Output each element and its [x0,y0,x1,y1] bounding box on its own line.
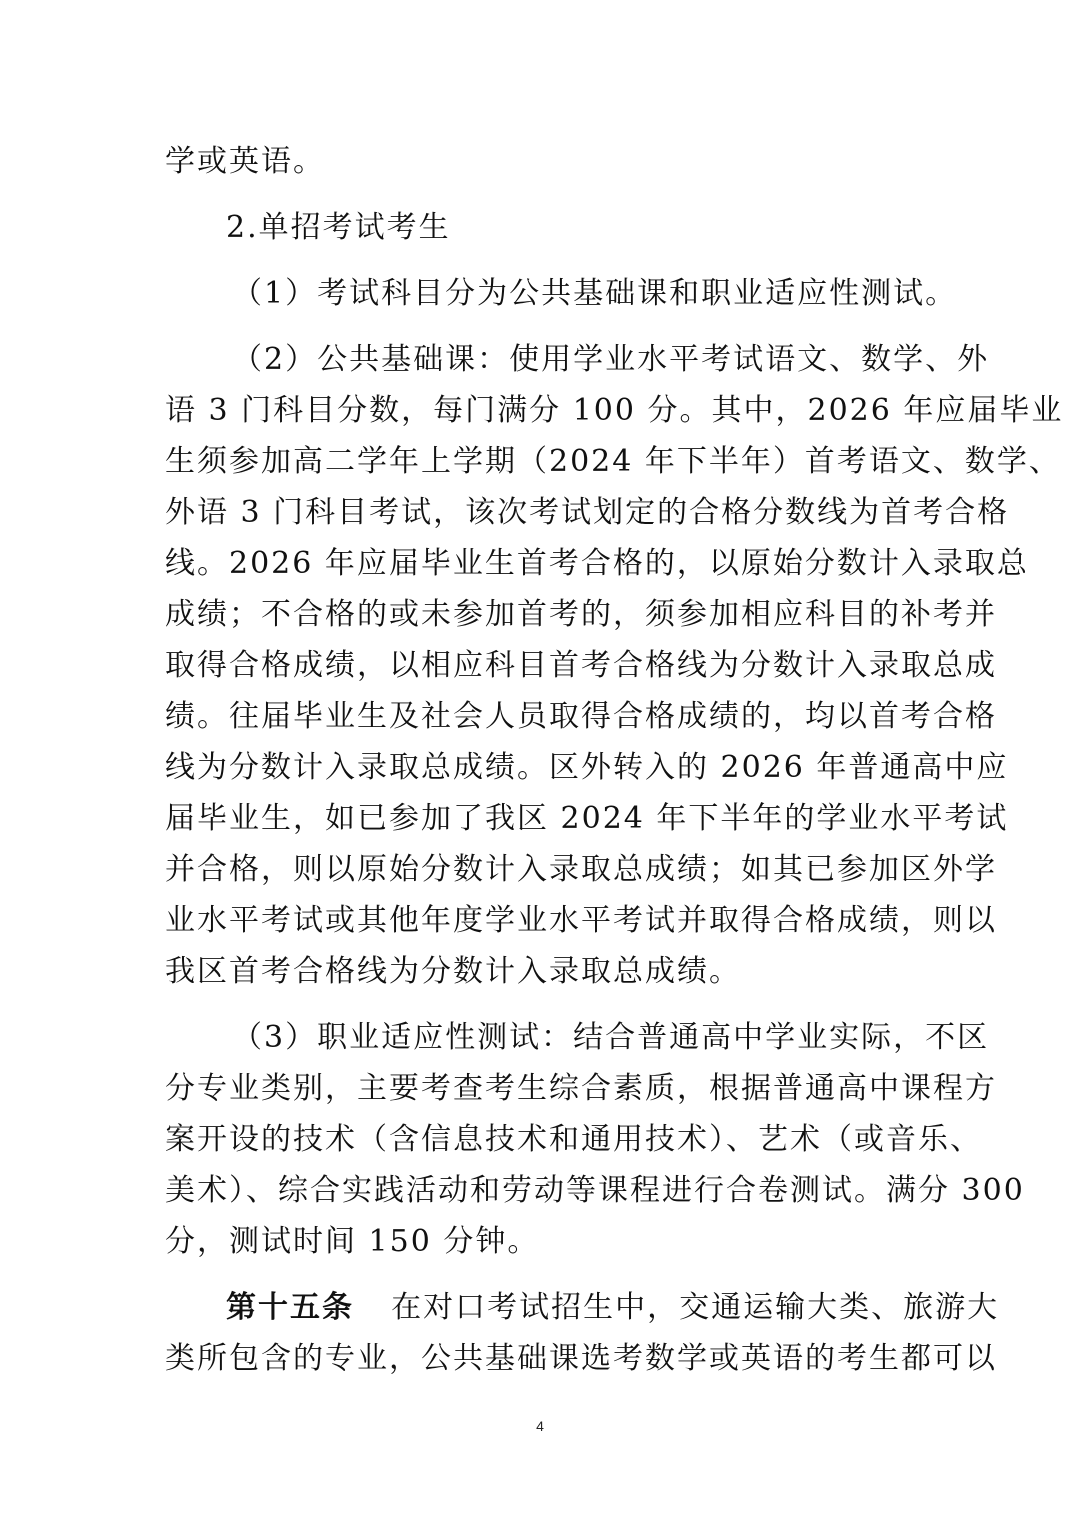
paragraph-line: 生须参加高二学年上学期（2024 年下半年）首考语文、数学、 [165,444,1061,479]
paragraph-line: 届毕业生，如已参加了我区 2024 年下半年的学业水平考试 [165,801,1009,836]
section-heading: 2.单招考试考生 [226,210,451,245]
paragraph-line: 成绩；不合格的或未参加首考的，须参加相应科目的补考并 [165,597,997,632]
paragraph-line: 绩。往届毕业生及社会人员取得合格成绩的，均以首考合格 [165,699,997,734]
article-heading: 第十五条 [226,1290,354,1325]
paragraph-line: 学或英语。 [165,144,325,179]
paragraph-line: 语 3 门科目分数，每门满分 100 分。其中，2026 年应届毕业 [165,393,1064,428]
article-text: 在对口考试招生中，交通运输大类、旅游大 [391,1290,1000,1325]
page-number: 4 [536,1418,544,1434]
paragraph-line: （3）职业适应性测试：结合普通高中学业实际，不区 [232,1020,990,1055]
paragraph-line: 分，测试时间 150 分钟。 [165,1224,540,1259]
paragraph-line: 类所包含的专业，公共基础课选考数学或英语的考生都可以 [165,1341,997,1376]
paragraph-line: 线为分数计入录取总成绩。区外转入的 2026 年普通高中应 [165,750,1009,785]
paragraph-line: （1）考试科目分为公共基础课和职业适应性测试。 [232,276,958,311]
paragraph-line: 线。2026 年应届毕业生首考合格的，以原始分数计入录取总 [165,546,1029,581]
paragraph-line: 分专业类别，主要考查考生综合素质，根据普通高中课程方 [165,1071,997,1106]
paragraph-line: 我区首考合格线为分数计入录取总成绩。 [165,954,741,989]
paragraph-line: （2）公共基础课：使用学业水平考试语文、数学、外 [232,342,990,377]
article-line [226,1282,1000,1334]
paragraph-line: 业水平考试或其他年度学业水平考试并取得合格成绩，则以 [165,903,997,938]
paragraph-line: 取得合格成绩，以相应科目首考合格线为分数计入录取总成 [165,648,997,683]
paragraph-line: 案开设的技术（含信息技术和通用技术）、艺术（或音乐、 [165,1122,982,1157]
paragraph-line: 外语 3 门科目考试，该次考试划定的合格分数线为首考合格 [165,495,1010,530]
paragraph-line: 美术）、综合实践活动和劳动等课程进行合卷测试。满分 300 [165,1173,1025,1208]
paragraph-line: 并合格，则以原始分数计入录取总成绩；如其已参加区外学 [165,852,997,887]
